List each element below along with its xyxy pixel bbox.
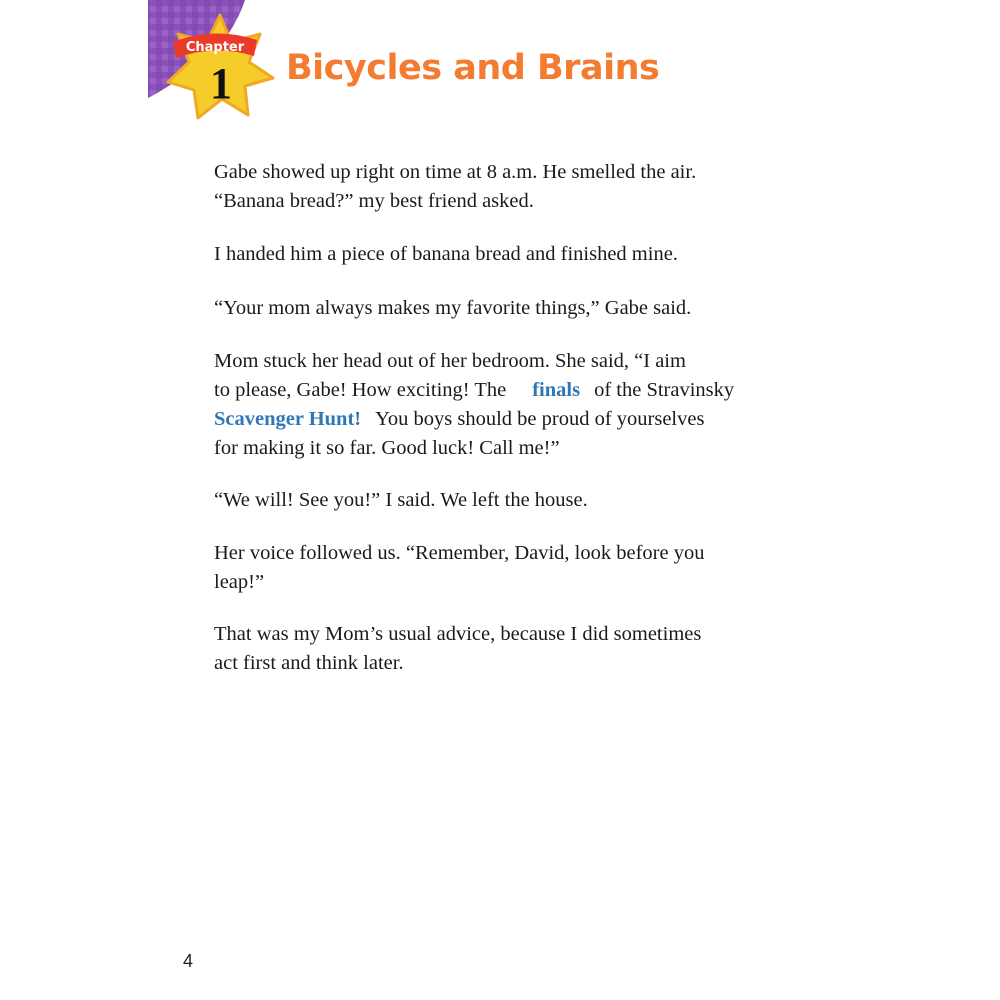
- text-line: act first and think later.: [214, 652, 404, 674]
- text-line: [214, 376, 734, 405]
- text-line: “Your mom always makes my favorite things,” Gabe said.: [214, 297, 692, 319]
- page-number: 4: [183, 951, 194, 971]
- paragraph: [214, 240, 678, 269]
- text-segment: to please, Gabe! How exciting! The: [214, 379, 507, 401]
- chapter-title: Bicycles and Brains: [286, 48, 660, 88]
- paragraph: [214, 486, 588, 515]
- text-line: “We will! See you!” I said. We left the house.: [214, 489, 588, 511]
- text-line: “Banana bread?” my best friend asked.: [214, 190, 534, 212]
- paragraph: [214, 539, 704, 597]
- text-line: That was my Mom’s usual advice, because I did sometimes: [214, 623, 702, 645]
- text-line: for making it so far. Good luck! Call me!”: [214, 437, 560, 459]
- text-line: I handed him a piece of banana bread and finished mine.: [214, 243, 678, 265]
- text-line: Her voice followed us. “Remember, David, look before you: [214, 542, 705, 564]
- vocab-word-scavenger-hunt: Scavenger Hunt!: [214, 408, 362, 430]
- text-line: [214, 405, 734, 434]
- chapter-number: 1: [210, 59, 232, 108]
- text-line: Gabe showed up right on time at 8 a.m. He smelled the air.: [214, 161, 697, 183]
- vocab-word-finals: finals: [532, 379, 581, 401]
- paragraph: [214, 620, 701, 678]
- paragraph: [214, 158, 696, 216]
- paragraph: [214, 294, 691, 323]
- chapter-label: Chapter: [185, 40, 245, 55]
- chapter-badge: [165, 12, 275, 122]
- text-segment: You boys should be proud of yourselves: [375, 408, 705, 430]
- text-line: leap!”: [214, 571, 265, 593]
- text-segment: of the Stravinsky: [594, 379, 735, 401]
- paragraph: [214, 347, 734, 463]
- star-badge-icon: [165, 12, 275, 122]
- text-line: Mom stuck her head out of her bedroom. She said, “I aim: [214, 350, 686, 372]
